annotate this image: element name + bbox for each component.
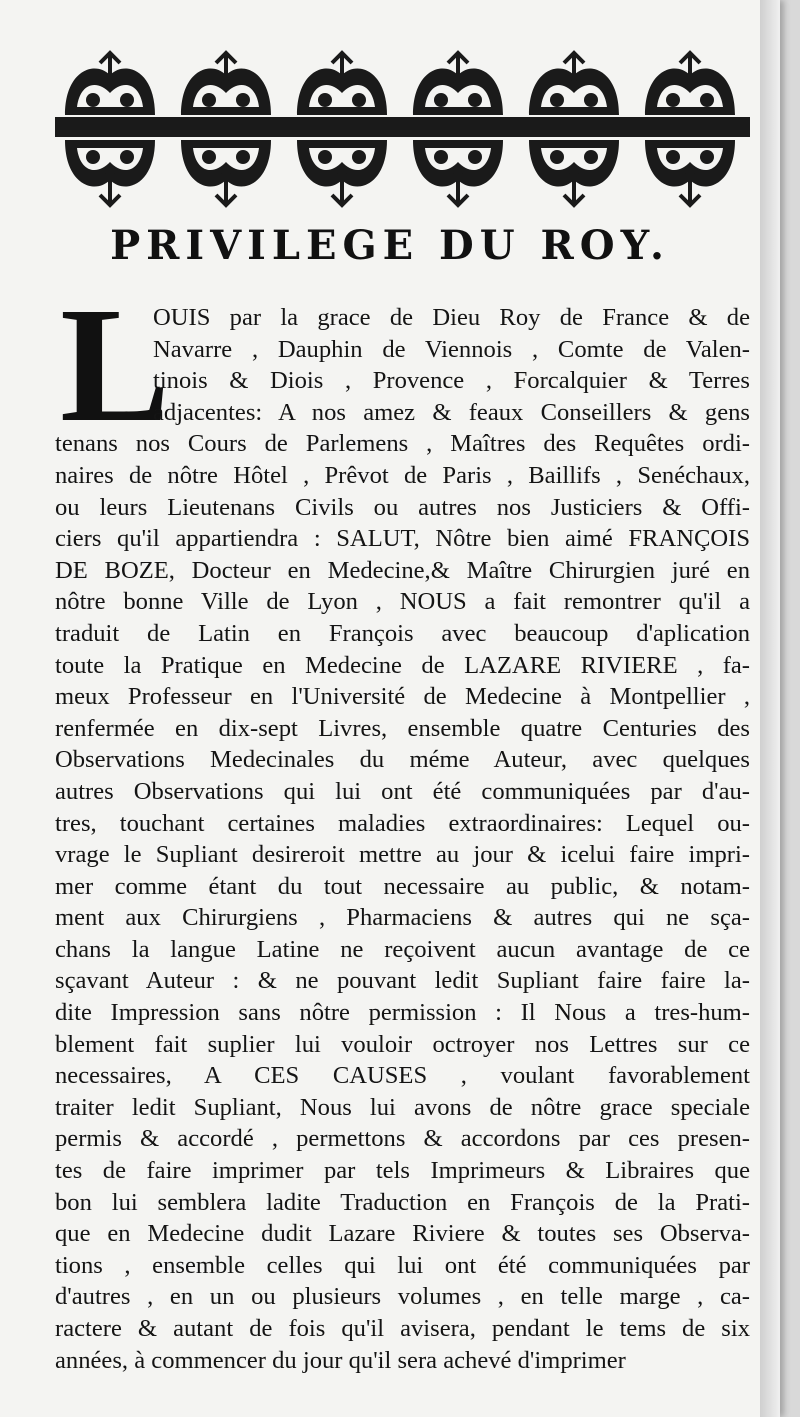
text-line: naires de nôtre Hôtel , Prêvot de Paris , Baillifs , Senéchaux,	[55, 461, 750, 489]
text-line: toute la Pratique en Medecine de LAZARE RIVIERE , fa-	[55, 651, 750, 679]
text-line: tres, touchant certaines maladies extraordinaires: Lequel ou-	[55, 809, 750, 837]
page-title: PRIVILEGE DU ROY.	[110, 222, 670, 269]
text-line: ractere & autant de fois qu'il avisera, pendant le tems de six	[55, 1315, 750, 1342]
text-line: tes de faire imprimer par tels Imprimeurs & Libraires que	[55, 1157, 750, 1185]
text-line: ciers qu'il appartiendra : SALUT, Nôtre bien aimé FRANÇOIS	[55, 525, 750, 553]
text-line: permis & accordé , permettons & accordons par ces presen-	[55, 1125, 750, 1153]
text-line: d'autres , en un ou plusieurs volumes , en telle marge , ca-	[55, 1283, 750, 1311]
text-line: OUIS par la grace de Dieu Roy de France & de	[153, 304, 750, 331]
text-line: bon lui semblera ladite Traduction en François de la Prati-	[55, 1188, 750, 1216]
text-line: Navarre , Dauphin de Viennois , Comte de Valen-	[153, 335, 750, 363]
text-line: tenans nos Cours de Parlemens , Maîtres des Requêtes ordi-	[55, 430, 750, 458]
text-line: traduit de Latin en François avec beaucoup d'aplication	[55, 619, 750, 647]
text-line: ment aux Chirurgiens , Pharmaciens & autres qui ne sça-	[55, 904, 750, 932]
text-line: renfermée en dix-sept Livres, ensemble quatre Centuries des	[55, 714, 750, 742]
fleuron-band-ornament-icon	[55, 45, 750, 215]
text-line: ou leurs Lieutenans Civils ou autres nos Justiciers & Offi-	[55, 493, 750, 521]
text-line: tinois & Diois , Provence , Forcalquier & Terres	[153, 367, 750, 395]
body-text	[55, 273, 750, 1376]
text-line: sçavant Auteur : & ne pouvant ledit Supliant faire faire la-	[55, 967, 750, 995]
text-line: traiter ledit Supliant, Nous lui avons de nôtre grace speciale	[55, 1093, 750, 1121]
text-line: vrage le Supliant desireroit mettre au jour & icelui faire impri-	[55, 841, 750, 869]
text-line: que en Medecine dudit Lazare Riviere & toutes ses Observa-	[55, 1220, 750, 1248]
text-line: tions , ensemble celles qui lui ont été communiquées par	[55, 1251, 750, 1279]
text-line: années, à commencer du jour qu'il sera achevé d'imprimer	[55, 1346, 626, 1374]
text-line: autres Observations qui lui ont été communiquées par d'au-	[55, 777, 750, 805]
page-edge	[760, 0, 780, 1417]
text-line: adjacentes: A nos amez & feaux Conseillers & gens	[153, 398, 750, 426]
text-line: Observations Medecinales du méme Auteur, avec quelques	[55, 746, 750, 774]
text-line: necessaires, A CES CAUSES , voulant favorablement	[55, 1062, 750, 1090]
text-line: blement fait suplier lui vouloir octroyer nos Lettres sur ce	[55, 1030, 750, 1058]
text-line: dite Impression sans nôtre permission : Il Nous a tres-hum-	[55, 999, 750, 1027]
text-line: nôtre bonne Ville de Lyon , NOUS a fait remontrer qu'il a	[55, 588, 750, 616]
text-line: mer comme étant du tout necessaire au public, & notam-	[55, 872, 750, 900]
text-line: DE BOZE, Docteur en Medecine,& Maître Chirurgien juré en	[55, 556, 750, 584]
drop-cap: L	[60, 273, 171, 456]
text-line: meux Professeur en l'Université de Medecine à Montpellier ,	[55, 683, 750, 711]
text-line: chans la langue Latine ne reçoivent aucun avantage de ce	[55, 935, 750, 963]
